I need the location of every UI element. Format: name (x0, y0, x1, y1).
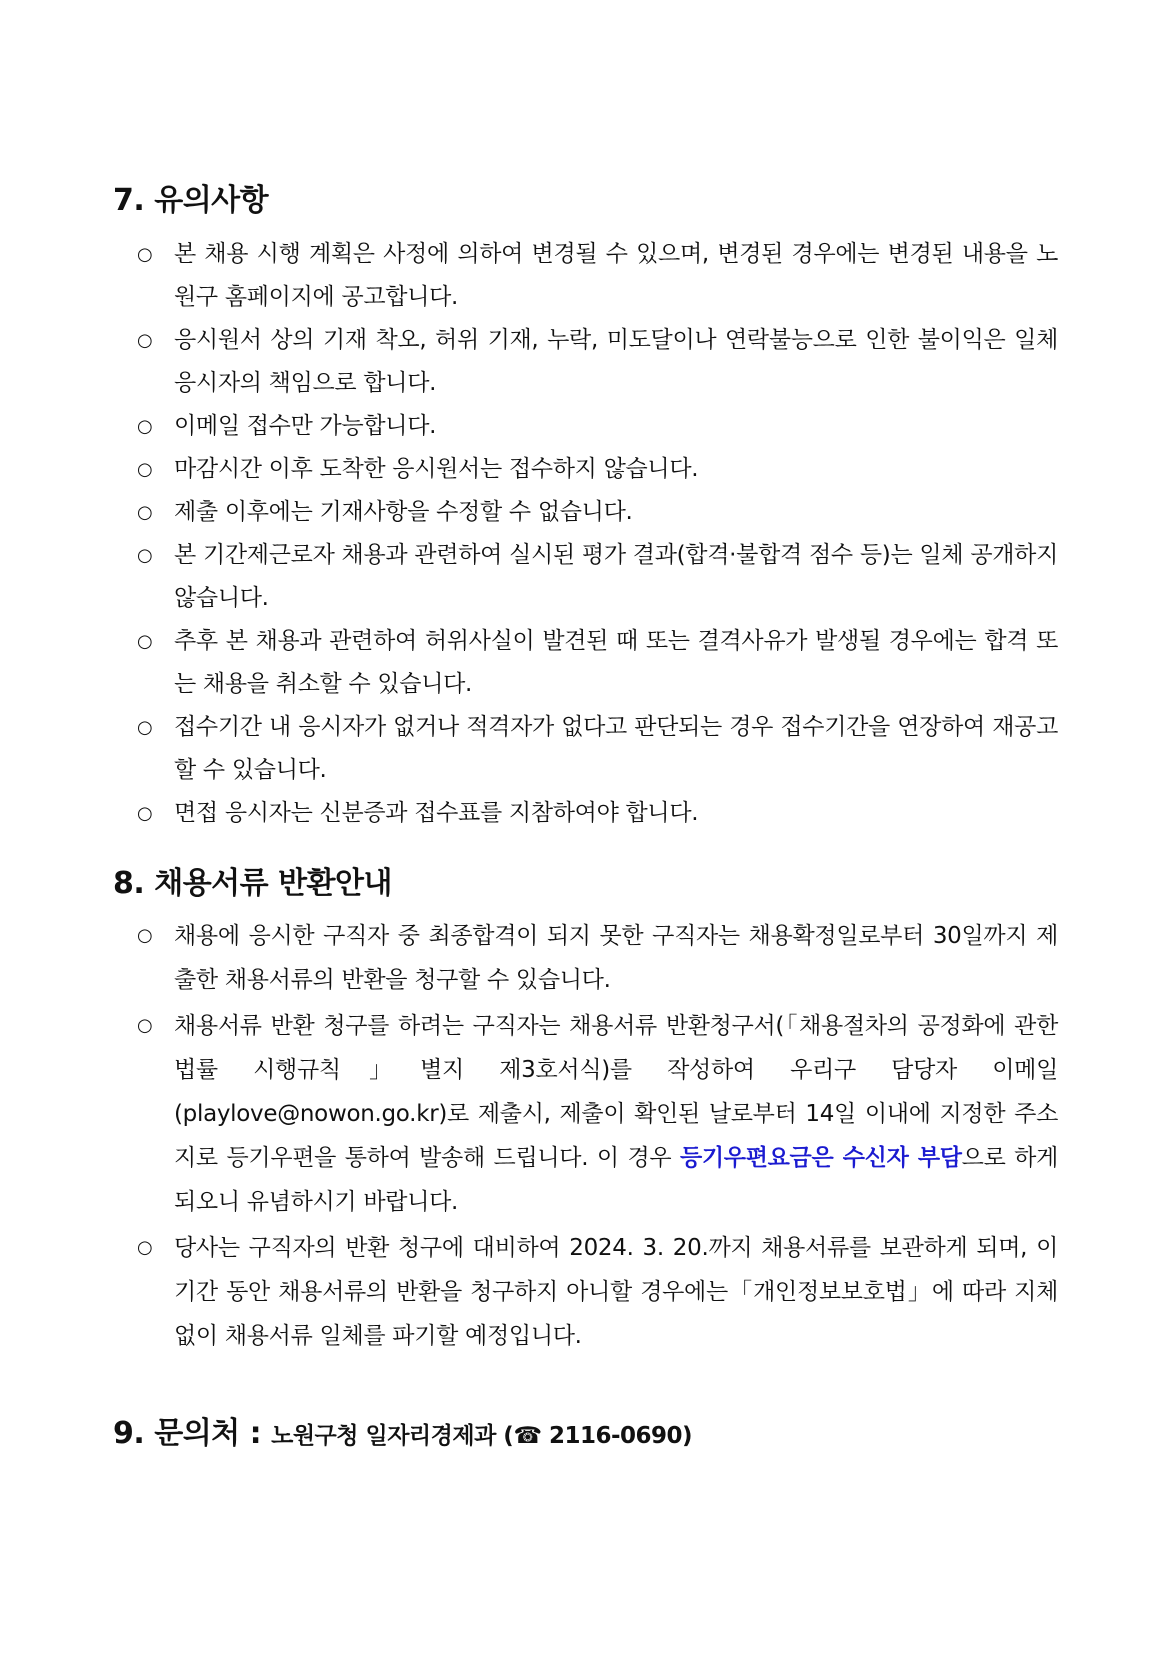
bullet-icon: ○ (137, 1237, 153, 1258)
list-item (113, 491, 1058, 534)
bullet-icon: ○ (137, 1015, 153, 1036)
bullet-icon: ○ (137, 803, 153, 824)
list-item (113, 233, 1058, 319)
return-list (113, 914, 1058, 1358)
bullet-icon: ○ (137, 925, 153, 946)
item-text: 이메일 접수만 가능합니다. (174, 413, 437, 439)
section-title: 7. 유의사항 (113, 183, 269, 218)
item-text: 본 채용 시행 계획은 사정에 의하여 변경될 수 있으며, 변경된 경우에는 변경된 내용을 노원구 홈페이지에 공고합니다. (174, 241, 1058, 310)
item-text: 본 기간제근로자 채용과 관련하여 실시된 평가 결과(합격·불합격 점수 등)는 일체 공개하지 않습니다. (174, 542, 1058, 611)
list-item (113, 448, 1058, 491)
list-item (113, 706, 1058, 792)
item-text: 추후 본 채용과 관련하여 허위사실이 발견된 때 또는 결격사유가 발생될 경우에는 합격 또는 채용을 취소할 수 있습니다. (174, 628, 1058, 697)
contact-info: 노원구청 일자리경제과 (☎ 2116-0690) (271, 1423, 693, 1449)
item-text: 응시원서 상의 기재 착오, 허위 기재, 누락, 미도달이나 연락불능으로 인한 불이익은 일체 응시자의 책임으로 합니다. (174, 327, 1058, 396)
item-text: 접수기간 내 응시자가 없거나 적격자가 없다고 판단되는 경우 접수기간을 연장하여 재공고할 수 있습니다. (174, 714, 1058, 783)
section-document-return (113, 858, 1058, 1360)
bullet-icon: ○ (137, 545, 153, 566)
bullet-icon: ○ (137, 330, 153, 351)
list-item (113, 1226, 1058, 1358)
list-item (113, 405, 1058, 448)
notes-list (113, 233, 1058, 835)
item-text: 당사는 구직자의 반환 청구에 대비하여 2024. 3. 20.까지 채용서류를 보관하게 되며, 이 기간 동안 채용서류의 반환을 청구하지 아니할 경우에는「개인정보보호법」에 따라 지체없이 채용서류 일체를 파기할 예정입니다. (174, 1235, 1058, 1349)
bullet-icon: ○ (137, 244, 153, 265)
bullet-icon: ○ (137, 416, 153, 437)
item-text: 면접 응시자는 신분증과 접수표를 지참하여야 합니다. (174, 800, 699, 826)
list-item (113, 1004, 1058, 1224)
section-title: 9. 문의처 : (113, 1416, 262, 1451)
section-contact (113, 1408, 1058, 1452)
section-notes (113, 175, 1058, 835)
item-text: 마감시간 이후 도착한 응시원서는 접수하지 않습니다. (174, 456, 699, 482)
bullet-icon: ○ (137, 502, 153, 523)
bullet-icon: ○ (137, 459, 153, 480)
bullet-icon: ○ (137, 631, 153, 652)
item-text: 으로 하게 되오니 유념하시기 바랍니다. (174, 1145, 1058, 1215)
bullet-icon: ○ (137, 717, 153, 738)
highlight-text: 등기우편요금은 수신자 부담 (679, 1145, 962, 1171)
item-text: 제출 이후에는 기재사항을 수정할 수 없습니다. (174, 499, 633, 525)
list-item (113, 319, 1058, 405)
item-text: 채용서류 반환 청구를 하려는 구직자는 채용서류 반환청구서(「채용절차의 공정화에 관한 법률 시행규칙」별지 제3호서식)를 작성하여 우리구 담당자 이메일 (playlove@nowon.go.kr)로 제출시, 제출이 확인된 날로부터 14일 이내에 지정한 주소지로 등기우편을 통하여 발송해 드립니다. 이 경우 (174, 1013, 1058, 1171)
list-item (113, 792, 1058, 835)
section-title: 8. 채용서류 반환안내 (113, 866, 392, 901)
item-text: 채용에 응시한 구직자 중 최종합격이 되지 못한 구직자는 채용확정일로부터 30일까지 제출한 채용서류의 반환을 청구할 수 있습니다. (174, 923, 1058, 993)
contact-heading (113, 1408, 1058, 1452)
list-item (113, 620, 1058, 706)
list-item (113, 914, 1058, 1002)
list-item (113, 534, 1058, 620)
